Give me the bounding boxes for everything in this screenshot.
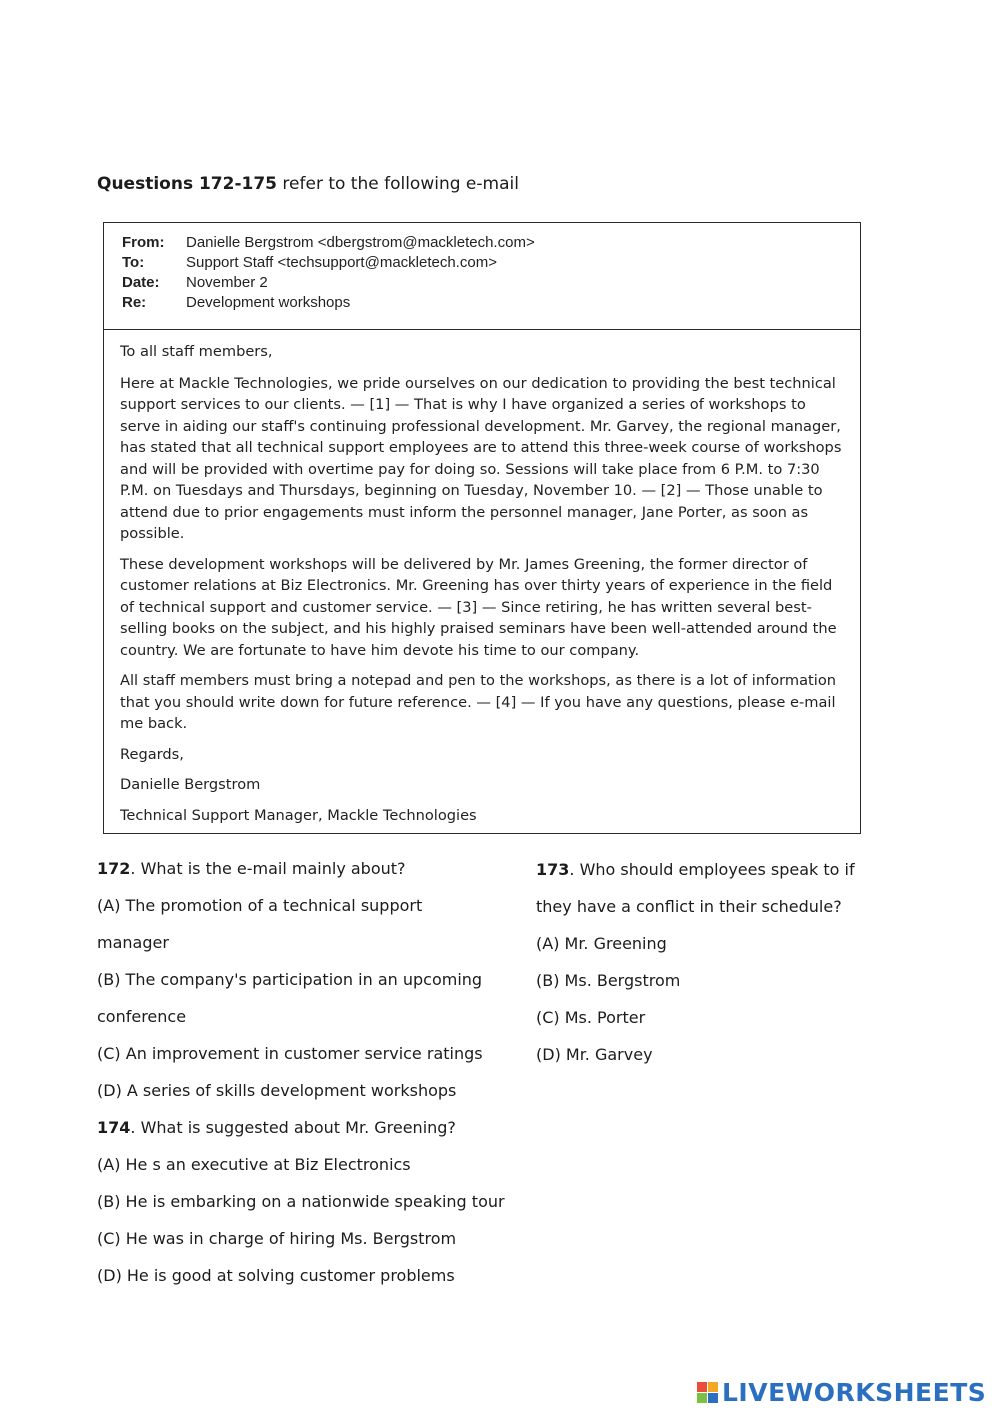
closing: Regards, (120, 745, 184, 763)
q173-text-cont: they have a conflict in their schedule? (536, 897, 842, 916)
q173-number: 173 (536, 860, 570, 879)
q173-option-d[interactable]: (D) Mr. Garvey (536, 1045, 653, 1064)
date-value: November 2 (186, 274, 268, 291)
email-box (103, 222, 861, 834)
q172-option-c[interactable]: (C) An improvement in customer service ratings (97, 1044, 483, 1063)
from-value: Danielle Bergstrom <dbergstrom@mackletech.com> (186, 234, 535, 251)
q172-option-d[interactable]: (D) A series of skills development workshops (97, 1081, 457, 1100)
questions-range: Questions 172-175 (97, 174, 278, 194)
question-173 (536, 859, 936, 896)
liveworksheets-logo (697, 1378, 986, 1407)
q174-option-a[interactable]: (A) He s an executive at Biz Electronics (97, 1155, 411, 1174)
logo-square-orange (708, 1382, 718, 1392)
greeting: To all staff members, (120, 343, 273, 360)
email-header (104, 223, 860, 330)
q174-text: . What is suggested about Mr. Greening? (130, 1118, 456, 1137)
right-column (536, 859, 936, 1081)
logo-square-red (697, 1382, 707, 1392)
q172-option-b[interactable]: (B) The company's participation in an upcoming (97, 970, 483, 989)
q173-option-a[interactable]: (A) Mr. Greening (536, 934, 667, 953)
questions-heading (97, 174, 519, 194)
body-paragraph-2: These development workshops will be delivered by Mr. James Greening, the former director of customer relations at Biz Electronics. Mr. Greening has over thirty years of experience in the field of technical support and customer service. — [3] — Since retiring, he has written several best-selling books on the subject, and his highly praised seminars have been well-attended around the country. We are fortunate to have him devote his time to our company. (120, 555, 837, 659)
date-label: Date: (122, 274, 160, 291)
date-row (122, 273, 268, 293)
logo-square-blue (708, 1393, 718, 1403)
q174-option-c[interactable]: (C) He was in charge of hiring Ms. Bergstrom (97, 1229, 457, 1248)
to-label: To: (122, 254, 145, 271)
question-174 (97, 1117, 527, 1154)
logo-mark-icon (697, 1382, 718, 1403)
q174-option-d[interactable]: (D) He is good at solving customer problems (97, 1266, 455, 1285)
logo-square-green (697, 1393, 707, 1403)
from-row (122, 233, 535, 253)
to-value: Support Staff <techsupport@mackletech.com> (186, 254, 497, 271)
q172-number: 172 (97, 859, 131, 878)
signature-name: Danielle Bergstrom (120, 776, 261, 793)
body-paragraph-1: Here at Mackle Technologies, we pride ourselves on our dedication to providing the best technical support services to our clients. — [1] — That is why I have organized a series of workshops to serve in aiding our staff's continuing professional development. Mr. Garvey, the regional manager, has stated that all technical support employees are to attend this three-week course of workshops and will be provided with overtime pay for doing so. Sessions will take place from 6 P.M. to 7:30 P.M. on Tuesdays and Thursdays, beginning on Tuesday, November 10. — [2] — Those unable to attend due to prior engagements must inform the personnel manager, Jane Porter, as soon as possible. (120, 374, 842, 542)
email-body (120, 341, 848, 835)
q172-option-a[interactable]: (A) The promotion of a technical support (97, 896, 423, 915)
question-172 (97, 858, 527, 895)
q172-option-b-cont: conference (97, 1007, 187, 1026)
body-paragraph-3: All staff members must bring a notepad and pen to the workshops, as there is a lot of information that you should write down for future reference. — [4] — If you have any questions, please e-mail me back. (120, 672, 836, 732)
q172-option-a-cont: manager (97, 933, 169, 952)
re-value: Development workshops (186, 294, 351, 311)
questions-intro: refer to the following e-mail (277, 174, 519, 194)
re-row (122, 293, 350, 313)
left-column (97, 858, 527, 1302)
q173-option-c[interactable]: (C) Ms. Porter (536, 1008, 646, 1027)
q174-option-b[interactable]: (B) He is embarking on a nationwide speaking tour (97, 1192, 505, 1211)
to-row (122, 253, 497, 273)
signature-title: Technical Support Manager, Mackle Technologies (120, 806, 477, 824)
re-label: Re: (122, 294, 147, 311)
from-label: From: (122, 234, 165, 251)
q173-text: . Who should employees speak to if (569, 860, 855, 879)
q173-option-b[interactable]: (B) Ms. Bergstrom (536, 971, 681, 990)
logo-text: LIVEWORKSHEETS (722, 1378, 987, 1407)
q172-text: . What is the e-mail mainly about? (130, 859, 406, 878)
q174-number: 174 (97, 1118, 131, 1137)
